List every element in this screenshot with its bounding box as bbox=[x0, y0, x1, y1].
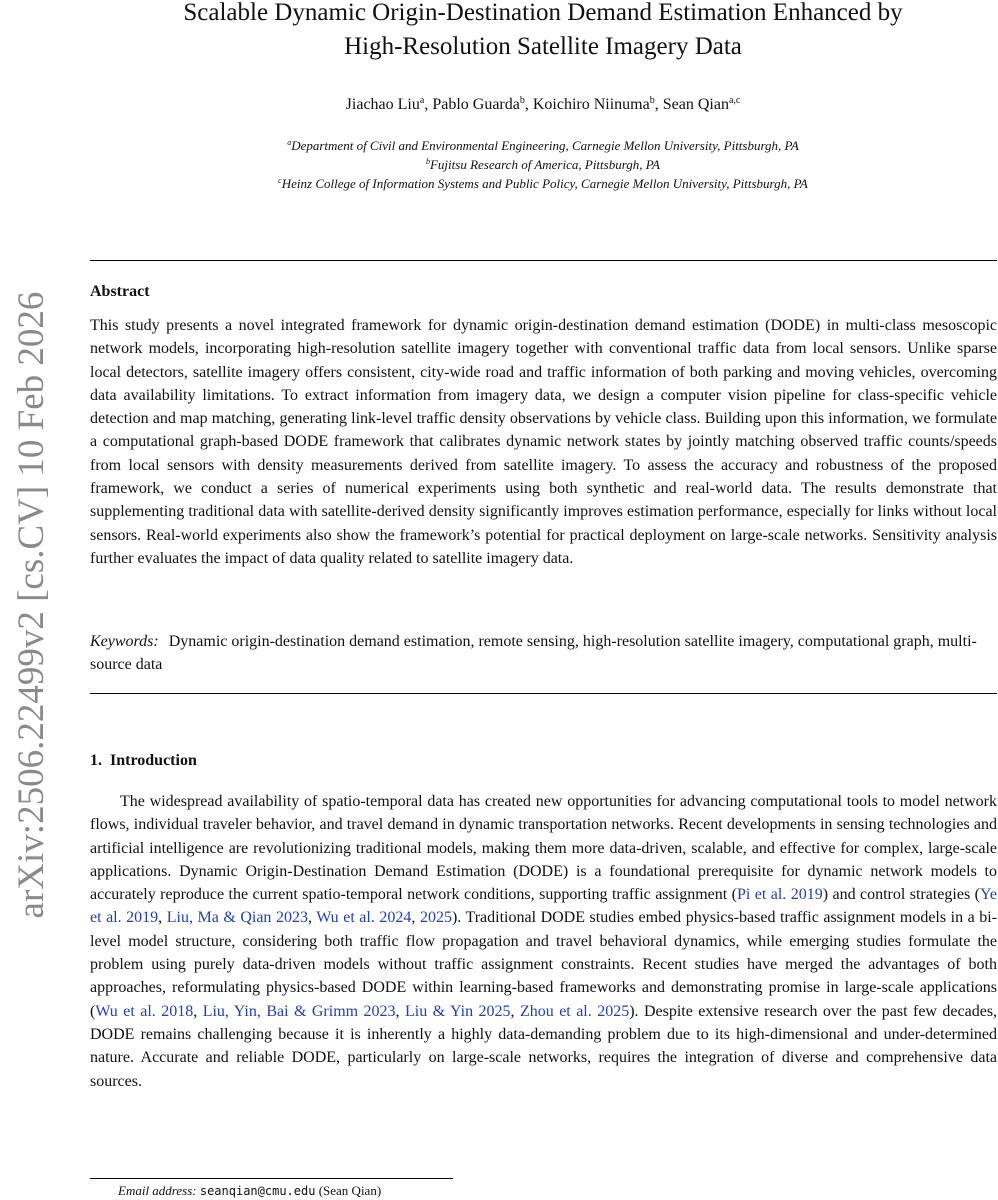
author-affil-mark: b bbox=[649, 95, 655, 106]
affiliation-list bbox=[90, 136, 996, 193]
section-heading-introduction bbox=[90, 750, 197, 772]
arxiv-identifier: arXiv:2506.22499v2 [cs.CV] 10 Feb 2026 bbox=[11, 291, 52, 919]
affiliation bbox=[90, 155, 996, 174]
intro-text: ). Traditional DODE studies embed physics-based traffic assignment models in a bi-level model structure, considering both traffic flow propagation and travel behavioral dynamics, while emerging studies formulate the problem using purely data-driven models without traffic assignment constraints. Recent studies have merged the advantages of both approaches, reformulating physics-based DODE within learning-based frameworks and demonstrating promise in large-scale applications ( bbox=[90, 909, 998, 1020]
intro-text: , bbox=[395, 1002, 405, 1020]
intro-text: ) and control strategies ( bbox=[822, 886, 980, 904]
author: Jiachao Liu bbox=[345, 96, 420, 113]
affil-text: Department of Civil and Environmental Engineering, Carnegie Mellon University, Pittsburgh, PA bbox=[291, 138, 799, 153]
author: Pablo Guarda bbox=[432, 96, 520, 113]
citation-link[interactable]: Ye et al. 2019 bbox=[90, 886, 998, 927]
citation-link[interactable]: Pi et al. 2019 bbox=[736, 886, 823, 904]
affil-mark: c bbox=[278, 176, 282, 185]
keywords-label: Keywords: bbox=[90, 633, 159, 650]
affil-text: Heinz College of Information Systems and Public Policy, Carnegie Mellon University, Pittsburgh, PA bbox=[281, 176, 808, 191]
intro-text: , bbox=[411, 909, 420, 927]
footnote-email bbox=[118, 1182, 381, 1200]
author: Sean Qian bbox=[662, 96, 729, 113]
email-label: Email address: bbox=[118, 1183, 197, 1198]
abstract-top-rule bbox=[90, 260, 997, 261]
citation-link[interactable]: 2025 bbox=[419, 909, 452, 927]
author-affil-mark: a,c bbox=[728, 95, 741, 106]
email-owner: (Sean Qian) bbox=[318, 1183, 382, 1198]
affil-mark: b bbox=[425, 157, 430, 166]
affiliation bbox=[90, 174, 996, 193]
citation-link[interactable]: Wu et al. 2018 bbox=[95, 1002, 194, 1020]
intro-text: , bbox=[307, 909, 317, 927]
author-list: Jiachao Liu$^a$, Pablo Guarda$^b$, Koichiro Niinuma$^b$, Sean Qian$^{a,c}$ bbox=[345, 95, 741, 113]
intro-text: , bbox=[158, 909, 167, 927]
title-line-1: Scalable Dynamic Origin-Destination Demand Estimation Enhanced by bbox=[183, 0, 903, 26]
author-affil-mark: b bbox=[519, 95, 525, 106]
affiliation bbox=[90, 136, 996, 155]
citation-link[interactable]: Liu, Ma & Qian 2023 bbox=[166, 909, 308, 927]
author-affil-mark: a bbox=[419, 95, 425, 106]
affil-mark: a bbox=[287, 138, 292, 147]
abstract-text: This study presents a novel integrated framework for dynamic origin-destination demand estimation (DODE) in multi-class mesoscopic network models, incorporating high-resolution satellite imagery together with conventional traffic data from local sensors. Unlike sparse local detectors, satellite imagery offers consistent, city-wide road and traffic information of both parking and moving vehicles, overcoming data availability limitations. To extract information from imagery data, we design a computer vision pipeline for class-specific vehicle detection and map matching, generating link-level traffic density observations by vehicle class. Building upon this information, we formulate a computational graph-based DODE framework that calibrates dynamic network states by jointly matching observed traffic counts/speeds from local sensors with density measurements derived from satellite imagery. To assess the accuracy and robustness of the proposed framework, we conduct a series of numerical experiments using both synthetic and real-world data. The results demonstrate that supplementing traditional data with satellite-derived density significantly improves estimation performance, especially for links without local sensors. Real-world experiments also show the framework’s potential for practical deployment on large-scale networks. Sensitivity analysis further evaluates the impact of data quality related to satellite imagery data. bbox=[90, 317, 997, 567]
citation-link[interactable]: Liu & Yin 2025 bbox=[405, 1002, 511, 1020]
keywords-text: Dynamic origin-destination demand estimation, remote sensing, high-resolution satellite imagery, computational graph, multi-source data bbox=[90, 633, 977, 674]
author: Koichiro Niinuma bbox=[532, 96, 650, 113]
abstract-bottom-rule bbox=[90, 693, 997, 694]
abstract-heading: Abstract bbox=[90, 283, 150, 300]
introduction-paragraph bbox=[90, 790, 997, 1093]
section-title: Introduction bbox=[110, 752, 197, 769]
citation-link[interactable]: Wu et al. 2024 bbox=[316, 909, 412, 927]
keywords bbox=[90, 630, 997, 677]
section-number: 1. bbox=[90, 752, 102, 769]
affil-text: Fujitsu Research of America, Pittsburgh, PA bbox=[429, 157, 660, 172]
intro-text: , bbox=[510, 1002, 520, 1020]
intro-text: , bbox=[193, 1002, 203, 1020]
footnote-rule bbox=[90, 1178, 453, 1179]
email-address[interactable]: seanqian@cmu.edu bbox=[199, 1184, 316, 1198]
title-line-2: High-Resolution Satellite Imagery Data bbox=[344, 33, 742, 60]
paper-title bbox=[90, 0, 996, 64]
citation-link[interactable]: Liu, Yin, Bai & Grimm 2023 bbox=[202, 1002, 396, 1020]
intro-text: The widespread availability of spatio-temporal data has created new opportunities for advancing computational tools to model network flows, individual traveler behavior, and travel demand in dynamic transportation networks. Recent developments in sensing technologies and artificial intelligence are revolutionizing traditional models, making them more data-driven, scalable, and effective for complex, large-scale applications. Dynamic Origin-Destination Demand Estimation (DODE) is a foundational prerequisite for dynamic network models to accurately reproduce the current spatio-temporal network conditions, supporting traffic assignment ( bbox=[90, 793, 997, 904]
citation-link[interactable]: Zhou et al. 2025 bbox=[519, 1002, 630, 1020]
intro-text: ). Despite extensive research over the past few decades, DODE remains challenging because it is inherently a highly data-demanding problem due to its high-dimensional and under-determined nature. Accurate and reliable DODE, particularly on large-scale networks, requires the integration of diverse and comprehensive data sources. bbox=[90, 1002, 998, 1090]
